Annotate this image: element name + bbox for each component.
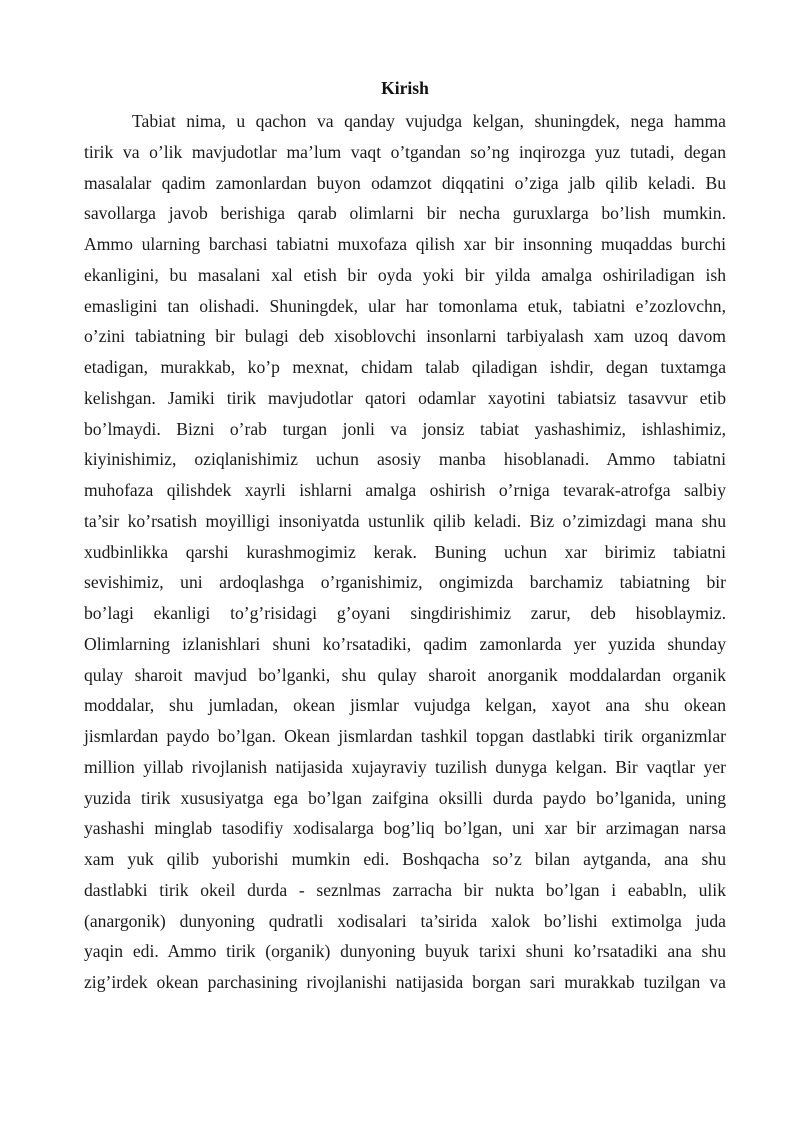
text-line: million yillab rivojlanish natijasida xujayraviy tuzilish dunyga kelgan. Bir vaqtlar yer [84,756,726,777]
text-line: zig’irdek okean parchasining rivojlanishi natijasida borgan sari murakkab tuzilgan va [84,972,726,992]
text-line: Ammo ularning barchasi tabiatni muxofaza qilish xar bir insonning muqaddas burchi [84,234,726,254]
text-line: emasligini tan olishadi. Shuningdek, ular har tomonlama etuk, tabiatni e’zozlovchn, [84,295,726,316]
text-line: bo’lmaydi. Bizni o’rab turgan jonli va jonsiz tabiat yashashimiz, ishlashimiz, [84,418,726,439]
text-line: ekanligini, bu masalani xal etish bir oyda yoki bir yilda amalga oshiriladigan ish [84,264,726,285]
text-line: bo’lagi ekanligi to’g’risidagi g’oyani singdirishimiz zarur, deb hisoblaymiz. [84,603,726,623]
text-line: qulay sharoit mavjud bo’lganki, shu qulay sharoit anorganik moddalardan organik [84,664,726,685]
text-line: yaqin edi. Ammo tirik (organik) dunyoning buyuk tarixi shuni ko’rsatadiki ana shu [84,941,726,962]
text-line: savollarga javob berishiga qarab olimlarni bir necha guruxlarga bo’lish mumkin. [84,203,726,224]
text-line: tirik va o’lik mavjudotlar ma’lum vaqt o’tgandan so’ng inqirozga yuz tutadi, degan [84,141,726,162]
text-line: ta’sir ko’rsatish moyilligi insoniyatda ustunlik qilib keladi. Biz o’zimizdagi mana shu [84,510,726,531]
text-line: yashashi minglab tasodifiy xodisalarga bog’liq bo’lgan, uni xar bir arzimagan narsa [84,818,726,839]
body-paragraph [84,106,726,998]
text-line: kelishgan. Jamiki tirik mavjudotlar qatori odamlar xayotini tabiatsiz tasavvur etib [84,387,726,408]
text-line: moddalar, shu jumladan, okean jismlar vujudga kelgan, xayot ana shu okean [84,695,726,716]
text-line: xudbinlikka qarshi kurashmogimiz kerak. Buning uchun xar birimiz tabiatni [84,541,726,562]
text-line: jismlardan paydo bo’lgan. Okean jismlardan tashkil topgan dastlabki tirik organizmlar [84,726,726,746]
text-line: masalalar qadim zamonlardan buyon odamzot diqqatini o’ziga jalb qilib keladi. Bu [84,172,726,193]
text-line: Tabiat nima, u qachon va qanday vujudga kelgan, shuningdek, nega hamma [132,111,726,131]
text-line: Olimlarning izlanishlari shuni ko’rsatadiki, qadim zamonlarda yer yuzida shunday [84,633,726,654]
text-line: dastlabki tirik okeil durda - seznlmas zarracha bir nukta bo’lgan i eababln, ulik [84,879,726,900]
text-line: muhofaza qilishdek xayrli ishlarni amalga oshirish o’rniga tevarak-atrofga salbiy [84,480,726,500]
text-line: o’zini tabiatning bir bulagi deb xisoblovchi insonlarni tarbiyalash xam uzoq davom [84,326,726,347]
text-line: yuzida tirik xususiyatga ega bo’lgan zaifgina oksilli durda paydo bo’lganida, uning [84,787,726,808]
text-line: kiyinishimiz, oziqlanishimiz uchun asosiy manba hisoblanadi. Ammo tabiatni [84,449,726,470]
text-line: sevishimiz, uni ardoqlashga o’rganishimiz, ongimizda barchamiz tabiatning bir [84,572,726,593]
text-line: (anargonik) dunyoning qudratli xodisalari ta’sirida xalok bo’lishi extimolga juda [84,910,726,931]
text-line: xam yuk qilib yuborishi mumkin edi. Boshqacha so’z bilan aytganda, ana shu [84,849,726,869]
text-line: etadigan, murakkab, ko’p mexnat, chidam talab qiladigan ishdir, degan tuxtamga [84,357,726,377]
page-title: Kirish [381,78,429,98]
